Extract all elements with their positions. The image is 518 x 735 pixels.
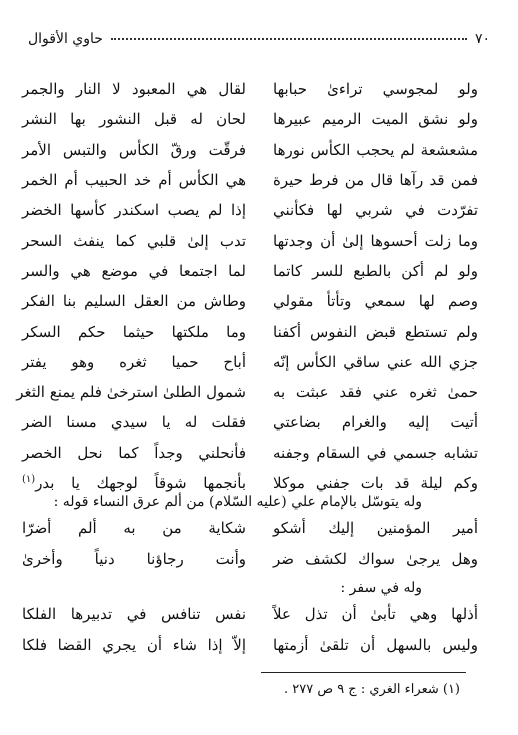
page-header (28, 28, 490, 50)
first-hemistich: أذلها وهي تأبىٰ أن تذل علاً (273, 604, 478, 623)
first-hemistich: ولو لم أكن بالطبع للسر كاتما (273, 261, 478, 280)
verse (22, 225, 478, 255)
verse (22, 165, 478, 195)
verse (22, 407, 478, 437)
first-hemistich: حمىٰ ثغره عني فقد عبثت به (273, 383, 478, 402)
footnote-separator (261, 672, 466, 673)
verse (22, 347, 478, 377)
second-hemistich: إلاّ إذا شاء أن يجري القضا فلكا (22, 635, 246, 654)
verse (22, 438, 478, 468)
verse (22, 256, 478, 286)
second-hemistich: فرقّت ورقّ الكأس والتبس الأمر (22, 140, 246, 159)
hemistich-text: بأنجمها شوقاً لوجهك يا بدر (35, 474, 246, 492)
second-hemistich: لحان له قبل النشور بها النشر (22, 110, 246, 129)
second-hemistich (22, 474, 246, 492)
second-hemistich: شمول الطلىٰ استرخىٰ فلم يمنع الثغر (16, 383, 246, 402)
first-hemistich: ولو لمجوسي تراءىٰ حبابها (273, 80, 478, 99)
first-hemistich: تشابه جسمي في السقام وجفنه (273, 443, 478, 462)
verse (22, 104, 478, 134)
first-hemistich: وهل يرجىٰ سواك لكشف ضر (273, 549, 478, 568)
first-hemistich: وما زلت أحسوها إلىٰ أن وجدتها (273, 231, 478, 250)
second-hemistich: هي الكأس أم خد الحبيب أم الخمر (22, 171, 246, 190)
second-hemistich: أباح حميا ثغره وهو يفتر (22, 352, 246, 371)
verse (22, 74, 478, 104)
second-hemistich: فأنحلني وجداً كما نحل الخصر (22, 443, 246, 462)
first-hemistich: وليس بالسهل أن تلقىٰ أزمتها (273, 635, 478, 654)
second-hemistich: وأنت رجاؤنا دنياً وأخرىٰ (22, 549, 246, 568)
second-hemistich: فقلت له يا سيدي مسنا الضر (22, 413, 246, 432)
header-dotted-leader (111, 38, 467, 40)
verse (22, 195, 478, 225)
first-hemistich: فمن قد رآها قال من فرط حيرة (273, 171, 478, 190)
first-hemistich: أتيت إليه والغرام بضاعتي (273, 413, 478, 432)
first-hemistich: وصم لها سمعي وتأتأ مقولي (273, 292, 478, 311)
verse (22, 512, 478, 543)
second-hemistich: نفس تنافس في تدبيرها الفلكا (22, 604, 246, 623)
first-hemistich: ولو نشق الميت الرميم عبيرها (273, 110, 478, 129)
poem-verses (22, 512, 478, 574)
first-hemistich: مشعشعة لم يحجب الكأس نورها (273, 140, 478, 159)
page-number: ٧٠ (474, 31, 490, 47)
poem-verses (22, 598, 478, 660)
first-hemistich: أمير المؤمنين إليك أشكو (273, 518, 478, 537)
second-hemistich: وما ملكتها حيثما حكم السكر (22, 322, 246, 341)
verse (22, 316, 478, 346)
section-intro: وله يتوسّل بالإمام علي (عليه السّلام) من ألم عرق النساء قوله : (53, 494, 422, 510)
verse (22, 543, 478, 574)
second-hemistich: إذا لم يصب اسكندر كأسها الخضر (22, 201, 246, 220)
second-hemistich: شكاية من به ألم أضرّا (22, 518, 246, 537)
footnote-marker: (١) (22, 474, 36, 485)
verse (22, 135, 478, 165)
second-hemistich: تدب إلىٰ قلبي كما ينفث السحر (22, 231, 246, 250)
verse (22, 598, 478, 629)
running-title: حاوي الأقوال (28, 31, 103, 47)
verse (16, 377, 478, 407)
footnote: (١) شعراء الغري : ج ٩ ص ٢٧٧ . (283, 682, 460, 697)
second-hemistich: لقال هي المعبود لا النار والجمر (22, 80, 246, 99)
first-hemistich: وكم ليلة قد بات جفني موكلا (273, 474, 478, 492)
first-hemistich: تفرّدت في شربي لها فكأنني (273, 201, 478, 220)
verse (22, 629, 478, 660)
section-intro: وله في سفر : (340, 580, 422, 596)
second-hemistich: لما اجتمعا في موضع هي والسر (22, 261, 246, 280)
verse (22, 286, 478, 316)
first-hemistich: جزي الله عني ساقي الكأس إنّه (273, 352, 478, 371)
first-hemistich: ولم تستطع قبض النفوس أكفنا (273, 322, 478, 341)
second-hemistich: وطاش من العقل السليم بنا الفكر (22, 292, 246, 311)
poem-verses (16, 74, 478, 498)
